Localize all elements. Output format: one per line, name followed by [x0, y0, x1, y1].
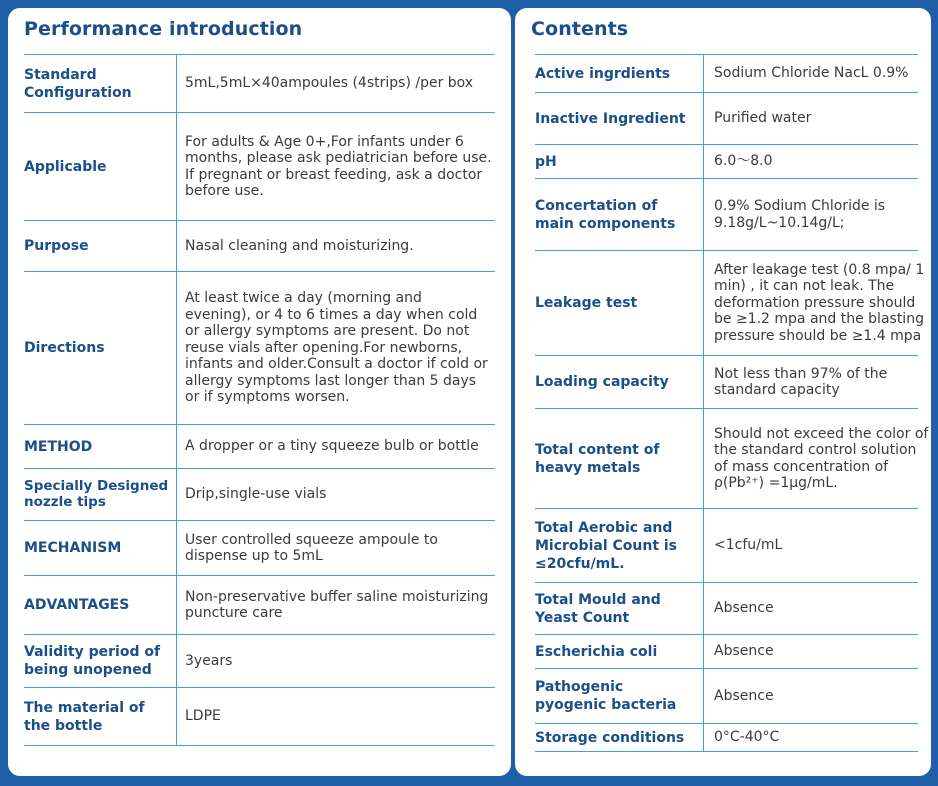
- row-value: 0°C-40°C: [703, 724, 931, 751]
- row-label: Applicable: [24, 158, 107, 175]
- table-row: [515, 145, 931, 178]
- row-value: Should not exceed the color of the standard control solution of mass concentration of ρ(Pb²⁺) =1μg/mL.: [703, 409, 931, 508]
- row-label: Active ingrdients: [535, 65, 671, 82]
- row-value: Drip,single-use vials: [176, 469, 496, 520]
- row-value: Purified water: [703, 93, 931, 144]
- table-row: [515, 93, 931, 144]
- row-label: Pathogenic pyogenic bacteria: [535, 679, 677, 713]
- row-value: 5mL,5mL×40ampoules (4strips) /per box: [176, 55, 496, 112]
- row-value: After leakage test (0.8 mpa/ 1 min) , it can not leak. The deformation pressure should be ≥1.2 mpa and the blasting pressure should be ≥1.4 mpa: [703, 251, 931, 355]
- table-row: [8, 55, 511, 112]
- row-label: Loading capacity: [535, 374, 669, 390]
- table-row: [8, 635, 511, 687]
- row-divider: [535, 751, 918, 752]
- row-label: Directions: [24, 340, 105, 356]
- row-value: Absence: [703, 635, 931, 668]
- row-label: Validity period of being unopened: [24, 644, 161, 678]
- row-value: Absence: [703, 583, 931, 634]
- row-label: Purpose: [24, 238, 89, 254]
- table-row: [8, 272, 511, 424]
- row-label: Inactive Ingredient: [535, 110, 686, 127]
- row-value: A dropper or a tiny squeeze bulb or bottle: [176, 425, 496, 468]
- row-label: Storage conditions: [535, 729, 685, 746]
- row-value: LDPE: [176, 688, 496, 745]
- table-row: [515, 724, 931, 751]
- table-row: [515, 409, 931, 508]
- row-label: Specially Designed nozzle tips: [24, 477, 169, 510]
- table-row: [515, 179, 931, 250]
- contents-panel: [515, 8, 931, 776]
- contents-title: Contents: [531, 18, 629, 40]
- row-label: METHOD: [24, 438, 93, 455]
- row-label: The material of the bottle: [24, 699, 145, 734]
- table-row: [515, 509, 931, 582]
- row-value: At least twice a day (morning and evening), or 4 to 6 times a day when cold or allergy symptoms are present. Do not reuse vials after opening.For newborns, infants and older.Consult a doctor if cold or allergy symptoms last longer than 5 days or if symptoms worsen.: [176, 272, 496, 424]
- table-row: [515, 55, 931, 92]
- row-label: Total content of heavy metals: [535, 441, 660, 476]
- row-value: <1cfu/mL: [703, 509, 931, 582]
- row-value: 6.0～8.0: [703, 145, 931, 178]
- table-row: [8, 425, 511, 468]
- row-label: Leakage test: [535, 295, 638, 311]
- row-label: Concertation of main components: [535, 197, 676, 232]
- table-row: [515, 251, 931, 355]
- table-row: [515, 583, 931, 634]
- row-label: Total Aerobic and Microbial Count is ≤20cfu/mL.: [535, 519, 678, 572]
- table-row: [8, 576, 511, 634]
- row-label: Total Mould and Yeast Count: [535, 591, 661, 626]
- row-value: Not less than 97% of the standard capacity: [703, 356, 931, 408]
- row-value: User controlled squeeze ampoule to dispense up to 5mL: [176, 521, 496, 575]
- row-value: Nasal cleaning and moisturizing.: [176, 221, 496, 271]
- row-label: Escherichia coli: [535, 643, 658, 660]
- table-row: [8, 221, 511, 271]
- row-value: For adults & Age 0+,For infants under 6 months, please ask pediatrician before use. If pregnant or breast feeding, ask a doctor before use.: [176, 113, 496, 220]
- table-row: [515, 635, 931, 668]
- table-row: [8, 521, 511, 575]
- row-label: MECHANISM: [24, 540, 122, 556]
- row-label: ADVANTAGES: [24, 597, 130, 613]
- row-label: pH: [535, 153, 557, 170]
- table-row: [515, 669, 931, 723]
- row-value: 3years: [176, 635, 496, 687]
- table-row: [515, 356, 931, 408]
- row-value: 0.9% Sodium Chloride is 9.18g/L~10.14g/L;: [703, 179, 931, 250]
- row-value: Non-preservative buffer saline moisturizing puncture care: [176, 576, 496, 634]
- table-row: [8, 469, 511, 520]
- table-row: [8, 688, 511, 745]
- row-divider: [24, 745, 495, 746]
- table-row: [8, 113, 511, 220]
- row-label: Standard Configuration: [24, 66, 132, 101]
- performance-panel: [8, 8, 511, 776]
- row-value: Absence: [703, 669, 931, 723]
- performance-title: Performance introduction: [24, 18, 303, 40]
- row-value: Sodium Chloride NacL 0.9%: [703, 55, 931, 92]
